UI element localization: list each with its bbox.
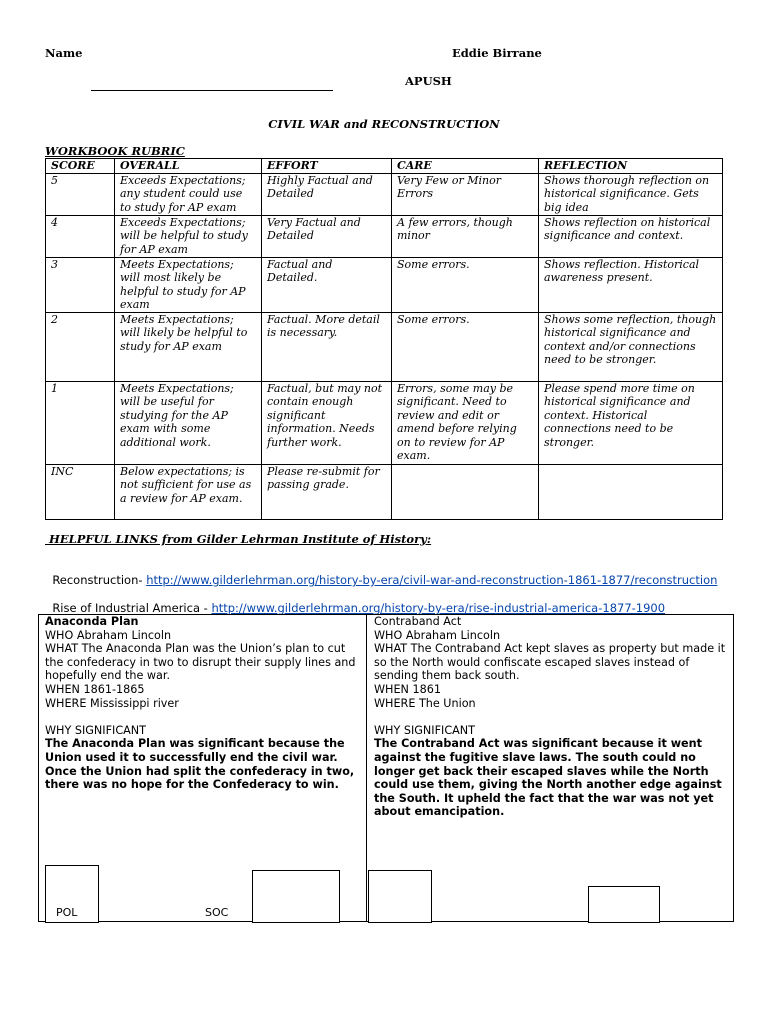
category-box[interactable]: [368, 870, 432, 923]
term-title: Contraband Act: [374, 615, 462, 628]
table-cell: Factual, but may not contain enough significant information. Needs further work.: [262, 381, 392, 464]
table-cell: Please spend more time on historical significance and context. Historical connections need to be stronger.: [539, 381, 723, 464]
table-cell: Below expectations; is not sufficient for use as a review for AP exam.: [115, 464, 262, 519]
links-heading: HELPFUL LINKS from Gilder Lehrman Institute of History:: [45, 532, 432, 546]
term-why: The Anaconda Plan was significant because the Union used it to successfully end the civil war. Once the Union had split the confederacy in two, there was no hope for the Confederacy to win.: [45, 737, 355, 792]
table-cell: Shows thorough reflection on historical significance. Gets big idea: [539, 173, 723, 215]
table-cell: Exceeds Expectations; any student could use to study for AP exam: [115, 173, 262, 215]
term-card-contraband-act: [367, 615, 733, 921]
table-row: [46, 381, 723, 464]
col-effort: EFFORT: [262, 159, 392, 174]
table-cell: 5: [46, 173, 115, 215]
table-cell: 1: [46, 381, 115, 464]
table-row: [46, 215, 723, 257]
industrial-link[interactable]: http://www.gilderlehrman.org/history-by-era/rise-industrial-america-1877-1900: [211, 601, 666, 615]
table-row: [46, 312, 723, 381]
rubric-title: WORKBOOK RUBRIC: [45, 144, 185, 158]
table-cell: INC: [46, 464, 115, 519]
term-where: WHERE Mississippi river: [45, 696, 179, 710]
table-cell: [539, 464, 723, 519]
table-cell: Very Factual and Detailed: [262, 215, 392, 257]
category-box[interactable]: [588, 886, 660, 923]
table-cell: Errors, some may be significant. Need to review and edit or amend before relying on to review for AP exam.: [392, 381, 539, 464]
reconstruction-link-label: Reconstruction-: [52, 573, 147, 587]
table-cell: 2: [46, 312, 115, 381]
table-cell: Meets Expectations; will likely be helpful to study for AP exam: [115, 312, 262, 381]
term-cards: [38, 614, 734, 922]
col-reflection: REFLECTION: [539, 159, 723, 174]
term-card-anaconda-plan: [39, 615, 367, 921]
table-cell: Exceeds Expectations; will be helpful to study for AP exam: [115, 215, 262, 257]
term-what: WHAT The Contraband Act kept slaves as property but made it so the North would confiscate escaped slaves instead of sending them back south.: [374, 642, 726, 683]
industrial-link-label: Rise of Industrial America -: [52, 601, 212, 615]
table-cell: Highly Factual and Detailed: [262, 173, 392, 215]
table-row: [46, 257, 723, 312]
table-cell: 3: [46, 257, 115, 312]
table-cell: Please re-submit for passing grade.: [262, 464, 392, 519]
term-where: WHERE The Union: [374, 696, 476, 710]
term-title: Anaconda Plan: [45, 615, 139, 628]
rubric-table: [45, 158, 723, 520]
table-cell: 4: [46, 215, 115, 257]
term-when: WHEN 1861-1865: [45, 682, 145, 696]
table-cell: Factual. More detail is necessary.: [262, 312, 392, 381]
name-label: Name: [45, 46, 83, 60]
name-line: [91, 89, 333, 91]
term-who: WHO Abraham Lincoln: [374, 628, 501, 642]
table-cell: Some errors.: [392, 257, 539, 312]
table-cell: Some errors.: [392, 312, 539, 381]
course-label: APUSH: [405, 74, 452, 88]
table-cell: Shows reflection. Historical awareness present.: [539, 257, 723, 312]
table-row: [46, 464, 723, 519]
rubric-header-row: [46, 159, 723, 174]
term-what: WHAT The Anaconda Plan was the Union’s plan to cut the confederacy in two to disrupt their supply lines and hopefully end the war.: [45, 642, 356, 683]
term-when: WHEN 1861: [374, 682, 441, 696]
table-cell: Meets Expectations; will most likely be helpful to study for AP exam: [115, 257, 262, 312]
reconstruction-link[interactable]: http://www.gilderlehrman.org/history-by-era/civil-war-and-reconstruction-1861-1877/reconstruction: [146, 573, 718, 587]
table-cell: Shows some reflection, though historical significance and context and/or connections need to be stronger.: [539, 312, 723, 381]
term-why-label: WHY SIGNIFICANT: [374, 723, 476, 737]
industrial-link-row: [45, 587, 665, 615]
table-row: [46, 173, 723, 215]
col-care: CARE: [392, 159, 539, 174]
page-title: CIVIL WAR and RECONSTRUCTION: [268, 117, 500, 131]
reconstruction-link-row: [45, 559, 717, 587]
term-who: WHO Abraham Lincoln: [45, 628, 172, 642]
soc-box[interactable]: [252, 870, 340, 923]
student-name: Eddie Birrane: [452, 46, 542, 60]
table-cell: Shows reflection on historical significance and context.: [539, 215, 723, 257]
table-cell: Factual and Detailed.: [262, 257, 392, 312]
soc-label: SOC: [205, 906, 229, 919]
table-cell: Meets Expectations; will be useful for studying for the AP exam with some additional work.: [115, 381, 262, 464]
col-overall: OVERALL: [115, 159, 262, 174]
table-cell: A few errors, though minor: [392, 215, 539, 257]
col-score: SCORE: [46, 159, 115, 174]
table-cell: [392, 464, 539, 519]
pol-label: POL: [56, 906, 78, 919]
term-why: The Contraband Act was significant because it went against the fugitive slave laws. The south could no longer get back their escaped slaves while the North could use them, giving the North another edge against the South. It upheld the fact that the war was not yet about emancipation.: [374, 737, 722, 819]
table-cell: Very Few or Minor Errors: [392, 173, 539, 215]
term-why-label: WHY SIGNIFICANT: [45, 723, 147, 737]
